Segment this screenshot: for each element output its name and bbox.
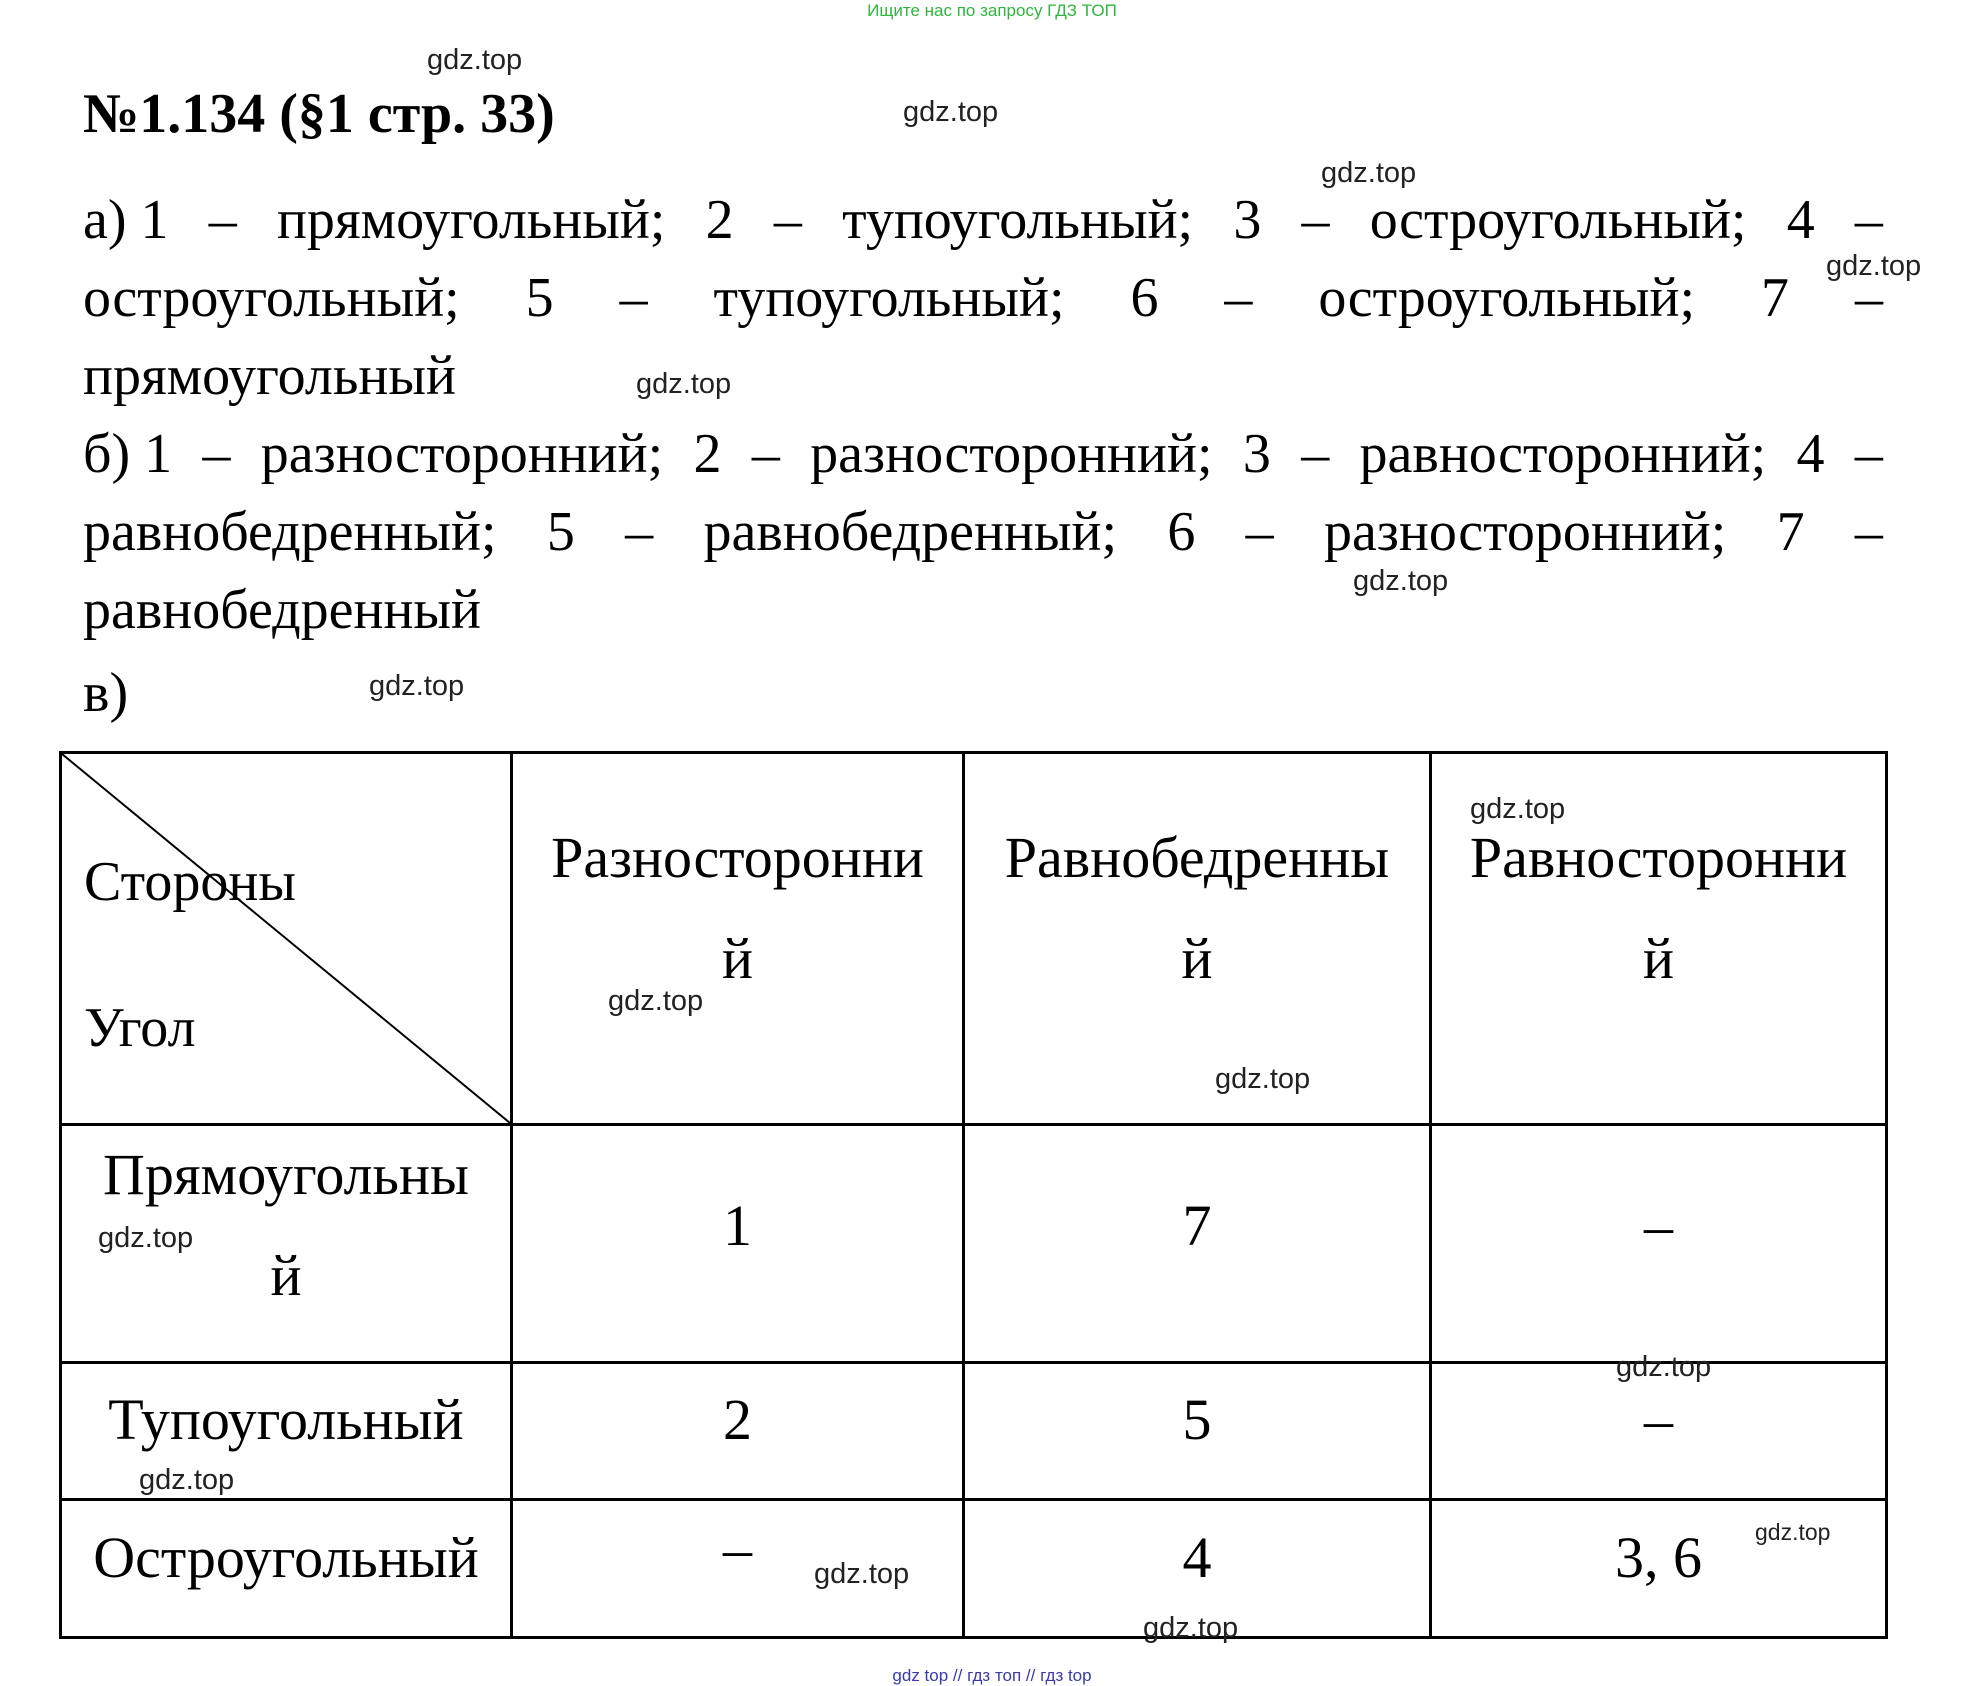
answer-token: – xyxy=(773,189,802,251)
row-header-line2: й xyxy=(270,1243,302,1308)
answer-token: 2 xyxy=(705,189,734,251)
answer-token: – xyxy=(625,501,654,563)
answer-token: – xyxy=(1854,423,1883,485)
table-cell xyxy=(1431,1125,1887,1363)
cell-value: 5 xyxy=(1182,1387,1212,1452)
row-header-acute xyxy=(61,1500,512,1638)
table-cell xyxy=(512,1125,964,1363)
search-banner: Ищите нас по запросу ГДЗ ТОП xyxy=(867,1,1117,20)
col-header-line1: Равносторонни xyxy=(1469,825,1848,890)
corner-diagonal-line xyxy=(62,754,510,1123)
watermark: gdz.top xyxy=(903,96,999,128)
cell-value: – xyxy=(1644,1193,1673,1258)
watermark: gdz.top xyxy=(1215,1063,1311,1095)
answer-token: – xyxy=(1854,501,1883,563)
cell-value: 4 xyxy=(1182,1525,1212,1590)
answer-token: 2 xyxy=(693,423,722,485)
classification-table xyxy=(59,751,1888,1639)
answer-token: 6 xyxy=(1130,267,1159,329)
answer-line xyxy=(83,415,1883,493)
answer-line xyxy=(83,493,1883,571)
table-cell xyxy=(512,1363,964,1500)
answer-token: 3 xyxy=(1233,189,1262,251)
part-a-answer xyxy=(83,181,1883,415)
table-cell xyxy=(964,1363,1431,1500)
watermark: gdz.top xyxy=(608,985,704,1017)
answer-token: – xyxy=(1301,189,1330,251)
watermark: gdz.top xyxy=(1321,157,1417,189)
row-header-line1: Остроугольный xyxy=(93,1525,479,1590)
col-header-isosceles xyxy=(964,753,1431,1125)
row-header-obtuse xyxy=(61,1363,512,1500)
col-header-line2: й xyxy=(1181,926,1213,991)
answer-token: равносторонний; xyxy=(1359,423,1767,485)
watermark: gdz.top xyxy=(1143,1612,1239,1644)
answer-token: 7 xyxy=(1761,267,1790,329)
answer-token: тупоугольный; xyxy=(842,189,1194,251)
col-header-scalene xyxy=(512,753,964,1125)
answer-token: 4 xyxy=(1786,189,1815,251)
answer-token: – xyxy=(1224,267,1253,329)
footer-links: gdz top // гдз топ // гдз top xyxy=(892,1666,1092,1685)
answer-token: остроугольный; xyxy=(83,267,460,329)
answer-token: 5 xyxy=(546,501,575,563)
cell-value: 2 xyxy=(723,1387,752,1452)
table-cell xyxy=(964,1125,1431,1363)
watermark: gdz.top xyxy=(98,1222,194,1254)
watermark: gdz.top xyxy=(636,368,732,400)
answer-token: – xyxy=(208,189,237,251)
row-header-line1: Тупоугольный xyxy=(108,1387,464,1452)
cell-value: 7 xyxy=(1182,1193,1212,1258)
cell-value: – xyxy=(723,1516,752,1581)
col-header-line1: Разносторонни xyxy=(551,825,924,890)
answer-token: 4 xyxy=(1796,423,1825,485)
answer-token: – xyxy=(1854,189,1883,251)
answer-token: остроугольный; xyxy=(1318,267,1696,329)
answer-token: прямоугольный; xyxy=(276,189,666,251)
answer-token: равнобедренный xyxy=(83,579,482,641)
table-header-row xyxy=(61,753,1887,1125)
answer-token: разносторонний; xyxy=(810,423,1213,485)
corner-sides-label: Стороны xyxy=(84,851,296,913)
answer-token: равнобедренный; xyxy=(83,501,497,563)
answer-line xyxy=(83,337,1883,415)
cell-value: 3, 6 xyxy=(1615,1525,1702,1590)
answer-line xyxy=(83,571,1883,649)
answer-token: тупоугольный; xyxy=(713,267,1065,329)
watermark: gdz.top xyxy=(1616,1351,1712,1383)
cell-value: – xyxy=(1644,1387,1673,1452)
answer-token: разносторонний; xyxy=(1323,501,1727,563)
answer-token: 3 xyxy=(1242,423,1271,485)
table-row-obtuse xyxy=(61,1363,1887,1500)
page-title: №1.134 (§1 стр. 33) xyxy=(83,83,555,145)
answer-token: 5 xyxy=(525,267,554,329)
answer-token: а) 1 xyxy=(83,189,169,251)
answer-token: – xyxy=(619,267,648,329)
watermark: gdz.top xyxy=(1353,565,1449,597)
corner-angle-label: Угол xyxy=(84,997,196,1059)
answer-line xyxy=(83,259,1883,337)
answer-token: – xyxy=(202,423,231,485)
answer-token: равнобедренный; xyxy=(703,501,1118,563)
watermark: gdz.top xyxy=(1470,793,1566,825)
table-row-acute xyxy=(61,1500,1887,1638)
answer-token: остроугольный; xyxy=(1369,189,1747,251)
watermark: gdz.top xyxy=(1755,1519,1831,1545)
col-header-line1: Равнобедренны xyxy=(1004,825,1390,890)
watermark: gdz.top xyxy=(427,44,523,76)
watermark: gdz.top xyxy=(369,670,465,702)
col-header-line2: й xyxy=(721,926,754,991)
watermark: gdz.top xyxy=(1826,250,1922,282)
col-header-line2: й xyxy=(1642,926,1675,991)
answer-token: – xyxy=(751,423,780,485)
answer-token: – xyxy=(1854,267,1883,329)
answer-token: 7 xyxy=(1776,501,1805,563)
answer-token: – xyxy=(1245,501,1274,563)
table-cell xyxy=(1431,1363,1887,1500)
part-v-label: в) xyxy=(83,662,129,724)
answer-token: прямоугольный xyxy=(83,345,456,407)
cell-value: 1 xyxy=(723,1193,752,1258)
answer-token: 6 xyxy=(1167,501,1196,563)
watermark: gdz.top xyxy=(139,1464,235,1496)
row-header-line1: Прямоугольны xyxy=(102,1142,470,1207)
corner-cell xyxy=(61,753,512,1125)
answer-line xyxy=(83,181,1883,259)
table-row-right xyxy=(61,1125,1887,1363)
answer-token: разносторонний; xyxy=(260,423,664,485)
answer-token: б) 1 xyxy=(83,423,173,485)
watermark: gdz.top xyxy=(814,1558,910,1590)
part-b-answer xyxy=(83,415,1883,649)
answer-token: – xyxy=(1301,423,1330,485)
